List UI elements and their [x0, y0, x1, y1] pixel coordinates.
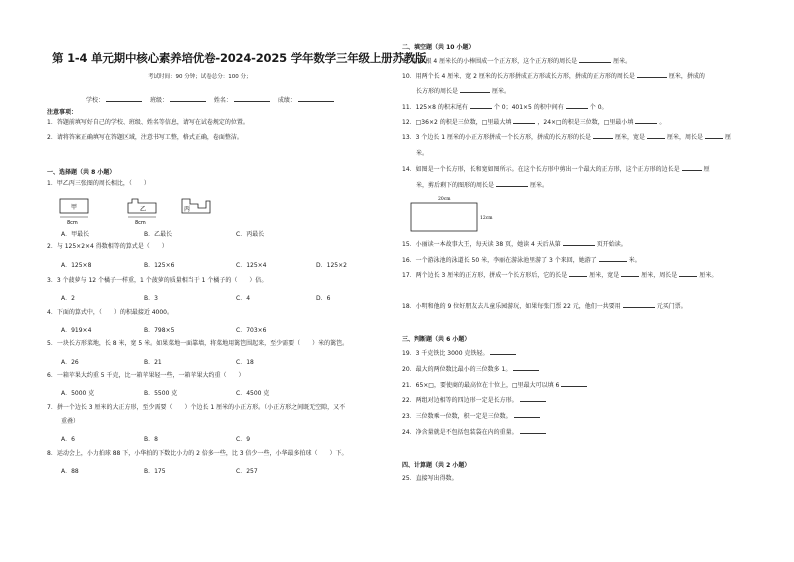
option[interactable]: B．乙最长 — [144, 231, 173, 238]
question-4: 4．下面的算式中，（ ）的积最接近 4000。 — [47, 309, 173, 316]
answer-blank[interactable] — [579, 57, 611, 63]
question-25: 25．直接写出得数。 — [402, 475, 458, 482]
question-11: 11．125×8 的积末尾有 个 0；401×5 的积中间有 个 0。 — [402, 104, 608, 111]
question-5: 5．一块长方形菜地，长 8 米，宽 5 米。如果菜地一面靠墙，将菜地用篱笆围起来，至少需要（ ）米的篱笆。 — [47, 340, 349, 347]
section-heading-calc: 四、计算题（共 2 小题） — [402, 462, 471, 469]
answer-blank[interactable] — [561, 381, 587, 387]
notes-heading: 注意事项： — [47, 109, 78, 116]
question-23: 23．三位数乘一位数，积一定是三位数。 — [402, 412, 540, 421]
question-14: 14．如图是一个长方形，长和宽如图所示。在这个长方形中剪出一个最大的正方形，这个正方形的边长是 厘 — [402, 166, 710, 173]
option[interactable]: A．919×4 — [61, 327, 92, 334]
answer-blank[interactable] — [569, 271, 587, 277]
option[interactable]: C．125×4 — [236, 262, 267, 269]
option[interactable]: D．6 — [316, 295, 331, 302]
question-10-continued: 长方形的周长是 厘米。 — [416, 88, 511, 95]
option[interactable]: C．4 — [236, 295, 251, 302]
question-12: 12．□36×2 的积是三位数，□里最大填 ，24×□的积是三位数，□里最小填 。 — [402, 119, 666, 126]
option[interactable]: B．175 — [144, 468, 166, 475]
question-8: 8．运动会上，小力拍球 88 下，小华拍的下数比小力的 2 倍多一些，比 3 倍少一些，小华最多拍球（ ）下。 — [47, 450, 348, 457]
answer-blank[interactable] — [679, 271, 697, 277]
student-info-row — [86, 95, 340, 104]
school-label: 学校： — [86, 97, 105, 104]
note-item: 2．请将答案正确填写在答题区域，注意书写工整，格式正确，卷面整洁。 — [47, 134, 243, 141]
score-label: 成绩： — [277, 97, 296, 104]
rectangle-width-label: 20cm — [438, 197, 451, 202]
exam-title: 第 1-4 单元期中核心素养培优卷-2024-2025 学年数学三年级上册苏教版 — [52, 51, 427, 65]
question-9: 9．用 8 根 4 厘米长的小棒围成一个正方形，这个正方形的周长是 厘米。 — [402, 58, 632, 65]
question-3: 3．3 个菠萝与 12 个橘子一样重，1 个菠萝的质量相当于 1 个橘子的（ ）倍。 — [47, 277, 268, 284]
answer-blank[interactable] — [647, 133, 665, 139]
answer-blank[interactable] — [593, 133, 613, 139]
answer-blank[interactable] — [460, 87, 490, 93]
option[interactable]: C．257 — [236, 468, 258, 475]
question-22: 22．两组对边相等的四边形一定是长方形。 — [402, 396, 546, 405]
option[interactable]: D．125×2 — [316, 262, 347, 269]
question-14-continued: 米，剪后剩下的图形的周长是 厘米。 — [416, 182, 549, 189]
question-19: 19．3 千克铁比 3000 克铁轻。 — [402, 349, 516, 358]
option[interactable]: C．18 — [236, 359, 254, 366]
question-7: 7．拼一个边长 3 厘米的大正方形，至少需要（ ）个边长 1 厘米的小正方形。（小正方形之间既无空隙，又不 — [47, 404, 346, 411]
question-13-continued: 米。 — [416, 150, 429, 157]
class-label: 班级： — [149, 97, 168, 104]
option[interactable]: A．2 — [61, 295, 75, 302]
answer-blank[interactable] — [520, 428, 546, 434]
question-24: 24．净含量就是不包括包装袋在内的重量。 — [402, 428, 546, 437]
answer-blank[interactable] — [623, 302, 655, 308]
figure-dimension: 8cm — [135, 220, 146, 226]
figure-dimension: 8cm — [67, 220, 78, 226]
answer-blank[interactable] — [635, 118, 657, 124]
option[interactable]: B．8 — [144, 436, 158, 443]
question-17: 17．两个边长 3 厘米的正方形，拼成一个长方形后，它的长是 厘米，宽是 厘米，周长是 厘米。 — [402, 272, 718, 279]
option[interactable]: C．丙最长 — [236, 231, 265, 238]
option[interactable]: B．21 — [144, 359, 162, 366]
option[interactable]: A．26 — [61, 359, 79, 366]
answer-blank[interactable] — [682, 165, 702, 171]
option[interactable]: B．125×6 — [144, 262, 175, 269]
question-1: 1．甲乙丙三张图的周长相比，（ ） — [47, 180, 150, 187]
question-7-continued: 重叠） — [61, 418, 80, 425]
figure-label: 乙 — [140, 206, 147, 213]
option[interactable]: A．125×8 — [61, 262, 92, 269]
rectangle-figure — [408, 194, 498, 234]
question-21: 21．65×□，要使商的最高位在十位上，□里最大可以填 6 — [402, 381, 587, 390]
answer-blank[interactable] — [513, 118, 535, 124]
rectangle-height-label: 12cm — [480, 216, 493, 221]
figure-label: 甲 — [71, 204, 78, 211]
option[interactable]: C．703×6 — [236, 327, 267, 334]
answer-blank[interactable] — [496, 181, 528, 187]
option[interactable]: B．5500 克 — [144, 390, 178, 397]
question-18: 18．小明和他的 9 位好朋友去儿童乐园游玩，如果每张门票 22 元，他们一共要用 元买门票。 — [402, 303, 687, 310]
perimeter-figures — [58, 195, 258, 227]
option[interactable]: A．5000 克 — [61, 390, 95, 397]
question-10: 10．用两个长 4 厘米、宽 2 厘米的长方形拼成正方形或长方形，拼成的正方形的周长是 厘米，拼成的 — [402, 73, 705, 80]
exam-info: 考试时间：90 分钟；试卷总分：100 分； — [148, 74, 252, 80]
question-6: 6．一箱苹果大约重 5 千克，比一箱苹果轻一些，一箱苹果大约重（ ） — [47, 372, 245, 379]
option[interactable]: C．9 — [236, 436, 251, 443]
note-item: 1．答题前填写好自己的学校、班级、姓名等信息，请写在试卷规定的位置。 — [47, 119, 249, 126]
school-blank[interactable] — [106, 96, 142, 102]
section-heading-fill: 二、填空题（共 10 小题） — [402, 44, 475, 51]
name-label: 姓名： — [213, 97, 232, 104]
answer-blank[interactable] — [513, 365, 539, 371]
question-13: 13．3 个边长 1 厘米的小正方形拼成一个长方形，拼成的长方形的长是 厘米，宽是 厘米，周长是 厘 — [402, 134, 732, 141]
answer-blank[interactable] — [599, 256, 627, 262]
figure-label: 丙 — [184, 206, 191, 213]
question-16: 16．一个游泳池的泳道长 50 米，李丽在游泳池里游了 3 个来回，她游了 米。 — [402, 257, 641, 264]
option[interactable]: A．6 — [61, 436, 75, 443]
answer-blank[interactable] — [514, 412, 540, 418]
answer-blank[interactable] — [621, 271, 639, 277]
option[interactable]: A．甲最长 — [61, 231, 90, 238]
section-heading-judge: 三、判断题（共 6 小题） — [402, 336, 471, 343]
answer-blank[interactable] — [520, 396, 546, 402]
section-heading-choice: 一、选择题（共 8 小题） — [47, 169, 116, 176]
answer-blank[interactable] — [470, 103, 492, 109]
class-blank[interactable] — [170, 96, 206, 102]
score-blank[interactable] — [298, 96, 334, 102]
answer-blank[interactable] — [490, 349, 516, 355]
option[interactable]: B．798×5 — [144, 327, 175, 334]
question-2: 2．与 125×2×4 得数相等的算式是（ ） — [47, 243, 168, 250]
option[interactable]: C．4500 克 — [236, 390, 270, 397]
rectangle-shape — [411, 203, 477, 231]
option[interactable]: A．88 — [61, 468, 79, 475]
name-blank[interactable] — [234, 96, 270, 102]
answer-blank[interactable] — [563, 240, 595, 246]
answer-blank[interactable] — [705, 133, 723, 139]
answer-blank[interactable] — [566, 103, 588, 109]
question-20: 20．最大的两位数比最小的三位数多 1。 — [402, 365, 539, 374]
option[interactable]: B．3 — [144, 295, 158, 302]
answer-blank[interactable] — [637, 72, 667, 78]
question-15: 15．小丽读一本故事大王，每天读 38 页，她读 4 天后从第 页开始读。 — [402, 241, 627, 248]
